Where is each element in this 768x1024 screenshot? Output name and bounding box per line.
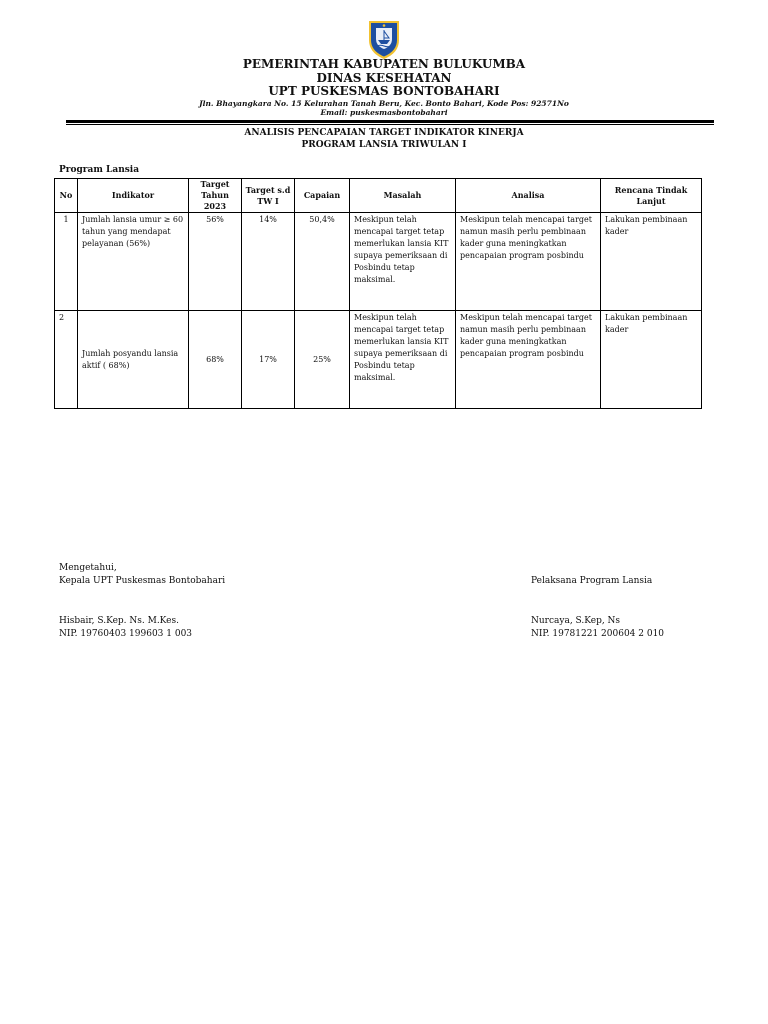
header-indikator: Indikator	[78, 179, 189, 213]
letterhead-divider-thin	[66, 124, 714, 125]
cell-rencana: Lakukan pembinaan kader	[601, 311, 702, 409]
cell-indikator: Jumlah lansia umur ≥ 60 tahun yang mendapat pelayanan (56%)	[78, 213, 189, 311]
table-row	[55, 311, 702, 409]
letterhead-email: Email: puskesmasbontobahari	[320, 108, 448, 117]
cell-target-tw: 17%	[242, 311, 295, 409]
letterhead-address: Jln. Bhayangkara No. 15 Kelurahan Tanah Beru, Kec. Bonto Bahari, Kode Pos: 92571No	[199, 99, 569, 108]
signature-head-title: Kepala UPT Puskesmas Bontobahari	[59, 576, 226, 586]
cell-no: 2	[55, 311, 78, 409]
header-rencana: Rencana Tindak Lanjut	[601, 179, 702, 213]
signature-acknowledge-label: Mengetahui,	[59, 563, 117, 573]
letterhead-unit: UPT PUSKESMAS BONTOBAHARI	[268, 84, 500, 98]
indicator-table	[54, 178, 702, 409]
regency-emblem-icon	[366, 18, 402, 60]
document-title: ANALISIS PENCAPAIAN TARGET INDIKATOR KINERJA	[244, 128, 524, 138]
cell-masalah: Meskipun telah mencapai target tetap memerlukan lansia KIT supaya pemeriksaan di Posbindu tetap maksimal.	[350, 311, 456, 409]
letterhead-government: PEMERINTAH KABUPATEN BULUKUMBA	[242, 57, 526, 71]
cell-masalah: Meskipun telah mencapai target tetap memerlukan lansia KIT supaya pemeriksaan di Posbindu tetap maksimal.	[350, 213, 456, 311]
cell-analisa: Meskipun telah mencapai target namun masih perlu pembinaan kader guna meningkatkan pencapaian program posbindu	[456, 311, 601, 409]
table-row	[55, 213, 702, 311]
header-target-tahun: Target Tahun 2023	[189, 179, 242, 213]
cell-indikator: Jumlah posyandu lansia aktif ( 68%)	[78, 311, 189, 409]
cell-analisa: Meskipun telah mencapai target namun masih perlu pembinaan kader guna meningkatkan pencapaian program posbindu	[456, 213, 601, 311]
letterhead-department: DINAS KESEHATAN	[316, 71, 452, 85]
document-subtitle: PROGRAM LANSIA TRIWULAN I	[301, 140, 467, 150]
header-target-tw: Target s.d TW I	[242, 179, 295, 213]
section-label: Program Lansia	[59, 165, 140, 175]
signature-head-name: Hisbair, S.Kep. Ns. M.Kes.	[59, 616, 179, 626]
header-masalah: Masalah	[350, 179, 456, 213]
cell-target-tw: 14%	[242, 213, 295, 311]
table-header-row	[55, 179, 702, 213]
signature-executor-name: Nurcaya, S.Kep, Ns	[531, 616, 621, 626]
header-analisa: Analisa	[456, 179, 601, 213]
letterhead-divider-thick	[66, 120, 714, 123]
cell-rencana: Lakukan pembinaan kader	[601, 213, 702, 311]
cell-target-tahun: 68%	[189, 311, 242, 409]
header-no: No	[55, 179, 78, 213]
signature-head-nip: NIP. 19760403 199603 1 003	[59, 629, 193, 639]
cell-target-tahun: 56%	[189, 213, 242, 311]
cell-no: 1	[55, 213, 78, 311]
signature-executor-nip: NIP. 19781221 200604 2 010	[531, 629, 665, 639]
header-capaian: Capaian	[295, 179, 350, 213]
cell-capaian: 50,4%	[295, 213, 350, 311]
signature-executor-title: Pelaksana Program Lansia	[531, 576, 653, 586]
cell-capaian: 25%	[295, 311, 350, 409]
